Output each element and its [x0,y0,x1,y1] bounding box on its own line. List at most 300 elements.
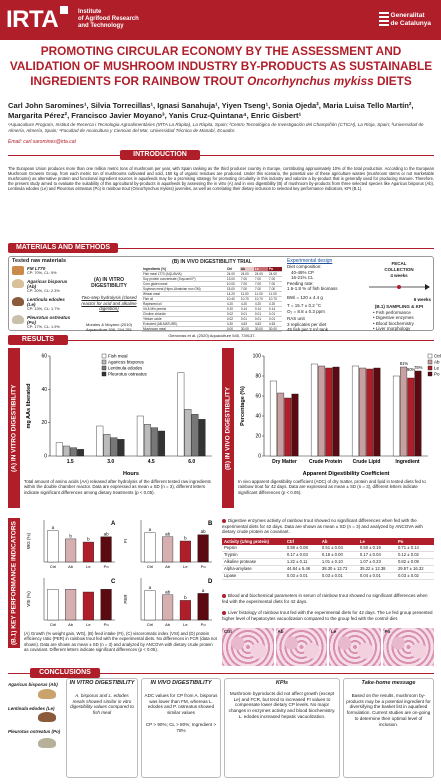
legend-label: Po [434,371,440,377]
diet-table-cell: 0.14 [268,307,282,312]
bar [180,541,191,562]
species-le: Lentinula edodes (Le) [8,705,55,711]
significance-letter: ab [103,531,109,537]
diet-table-cell: 4.20 [226,322,240,327]
in-vivo-chart [236,346,441,478]
y-tick-label: 20 [41,420,47,427]
enzyme-table-cell: 0.03 ± 0.02 [396,572,434,579]
diet-table-cell: 7.00 [240,282,254,287]
x-tick-label: Le [86,622,91,627]
kpi-list [367,310,431,332]
mushroom-le-icon [38,712,56,722]
enzyme-table-cell: 0.50 ± 0.19 [358,545,396,552]
irta-logo-mark-icon [60,6,68,14]
enzyme-table-cell: 0.03 ± 0.01 [285,572,320,579]
enzyme-table-cell: 0.04 ± 0.01 [358,572,396,579]
liver-histology-image [276,628,328,666]
in-vivo-caption: In vivo apparent digestibility coefficient (ADC) of dry matter, protein and lipid in tested diets fed to rainbow trout for 42 days. Data are expressed as mean ± SD (n = 3), different letters indicate significant differences (p < 0.05). [238,479,426,495]
enzyme-table-cell: Alpha-amylase [222,565,285,572]
diet-table-cell: 11.00 [254,292,268,297]
in-vitro-method [79,277,139,332]
diet-table-cell: Fish meal LT70 (AQUAVIA) [142,272,226,277]
diet-table-header-cell: Po [268,267,282,272]
bar [185,409,191,456]
poster-title: PROMOTING CIRCULAR ECONOMY BY THE ASSESSMENT AND VALIDATION OF MUSHROOM INDUSTRY BY-PRODUCTS AS SUSTAINABLE INGREDIENTS FOR RAINBOW TROUT Oncorhynchus mykiss DIETS [9,44,433,88]
legend-label: Le [434,365,440,371]
x-tick-label: Crude Lipid [352,459,381,465]
experimental-design-title: Experimental design [287,258,333,264]
methods-panel [8,256,434,338]
panel-label: C [111,579,116,585]
bullet-icon: • [373,326,376,331]
x-tick-label: Le [183,622,188,627]
generalitat-label: Generalitat de Catalunya [390,12,431,27]
conclusion-in-vivo-title: IN VIVO DIGESTIBILITY [150,680,212,686]
y-tick-label: 20 [255,433,261,440]
bar [199,419,205,456]
blood-section [222,593,434,604]
y-axis-label: Percentage (%) [240,386,246,426]
kpi-charts [22,514,216,630]
diet-table-cell: 7.00 [268,282,282,287]
legend-swatch [428,360,432,364]
kpi-item-label: Fish performance [375,309,411,315]
y-axis-label: WG (%) [26,533,31,549]
legend-swatch [102,360,106,364]
in-vitro-side-label: (A) IN VITRO DIGESTIBILITY [8,348,20,508]
bar [101,537,112,562]
enzyme-table-cell: 0.59 ± 0.08 [285,545,320,552]
significance-letter: ab [165,589,171,595]
x-tick-label: Ab [68,622,74,627]
material-text [27,266,57,276]
liver-histology-image [329,628,381,666]
irta-logo: IRTA [6,6,68,34]
enzyme-table-header-cell: Le [358,538,396,545]
diet-table-cell: 0.01 [254,317,268,322]
legend-label: Fish meal [108,353,128,359]
kpi-title: (B.1) SAMPLING & KPI [374,304,424,309]
affiliations: ¹Aquaculture Program, Institut de Recerca i Tecnologia Agroalimentàries (IRTA La Ràpita), La Ràpita, Spain; ²Centro Tecnológico de Investigación del Champiñón (CTICH), La Rioja, Spain; ³Universidad de Almería, Almería, Spain; ⁴Facultad de Acuicultura y Ciencias del Mar, Universidad Técnica de Manabí, Ecuador. [8,122,424,133]
conclusion-kpi-text: Mushroom byproducts did not affect growth (except Le) and FCR, but tend to increased FI values to compensate lower dietary CP levels. No major changes in enzymes activity and blood biochemistry. L. edodes increased hepatic vacuolization. [228,690,336,719]
bar [48,531,59,563]
bar [318,366,325,456]
bar [145,533,156,562]
oxygen: O₂ = 8.8 ± 0.3 ppm [287,308,325,314]
results-heading: RESULTS [8,335,68,345]
enzyme-table-row [222,558,434,565]
diet-table-cell: Vit & Min premix [142,307,226,312]
diet-table-cell: 10.40 [226,297,240,302]
enzyme-table-cell: 0.51 ± 0.04 [320,545,358,552]
bar [48,589,59,620]
material-text [27,297,72,312]
enzyme-table-cell: 0.03 ± 0.01 [320,572,358,579]
bar [178,373,184,456]
bar [311,364,318,456]
diet-table-cell: 4.20 [268,302,282,307]
bar [367,369,374,456]
timeline-arrow-icon [367,282,431,292]
kpi-caption: (A) Growth (% weight gain, WG), (B) feed intake (FI), (C) visceromatic index (VSI) and (D) protein efficiency ratio (PER) in rainbow trout fed with the experimental diets. No differences in FCR (data not shown). Data are shown as mean ± SD (n = 3) and analyzed by ANCOVA with dietary crude protein as covariant. Different letters indicate significant differences (p < 0.05). [24,631,217,652]
enzyme-table-cell: 1.07 ± 0.23 [358,558,396,565]
material-text [27,315,72,330]
kpi-item-label: Liver morphology [375,326,411,331]
diet-table-cell: 7.00 [240,287,254,292]
significance-letter: a [201,587,205,593]
bar [137,416,143,456]
diet-table-cell: 10.00 [226,282,240,287]
temperature: T = 15.7 ± 0.2 °C [287,303,322,308]
legend-swatch [428,366,432,370]
diet-table-cell: 4.63 [254,322,268,327]
bar [192,414,198,456]
feeding-rate: 1.6-1.8 % of fish biomass [287,286,338,291]
ras-unit: RAS unit [287,316,305,321]
bar [408,378,415,456]
author-list: Carl John Saromines¹, Silvia Torrecillas¹, Ignasi Sanahuja¹, Yiyen Tseng¹, Sonia Ojeda², Maria Luisa Tello Martín², Margarita Pérez², Francisco Javier Moyano³, Yanis Cruz-Quintana⁴, Enric Gisbert¹ [8,101,414,120]
enzyme-table-cell: Alkaline protease [222,558,285,565]
y-tick-label: 0 [258,453,261,460]
enzyme-table-cell: 0.12 ± 0.02 [396,551,434,558]
x-tick-label: Ctrl [146,622,153,627]
conclusion-in-vivo-text: ADC values for CP from A. bisporus was lower than FM, whereas L. edodes and P. ostreatus showed similar values [144,692,218,716]
significance-letter: b [184,535,187,541]
x-tick-label: Po [103,622,109,627]
kpi-side-label: (B.1) KEY PERFORMANCE INDICATORS [8,518,20,648]
liver-histology-image [222,628,274,666]
bar [63,446,69,456]
bar [352,366,359,456]
significance-letter: b [184,594,187,600]
bullet-icon: • [373,320,376,326]
panel-label: D [208,579,213,585]
enzyme-table-row [222,551,434,558]
diet-table-cell: 14.20 [226,292,240,297]
bar [151,428,157,456]
bar [326,368,333,456]
legend-swatch [102,372,106,376]
enzyme-text: Digestive enzymes activity of rainbow trout showed no significant differences when fed with the experimental diets for 42 days. Data are shown as mean ± SD (n = 3) and analyzed by ANCOVA with dietary crude protein as covariant. [222,518,423,534]
liver-image-label: Le [331,629,337,634]
x-tick-label: Le [183,564,188,569]
enzyme-table-cell: Trypsin [222,551,285,558]
diet-table-ref: Glencross et al. (2020) Aquaculture 545, 739137. [168,333,256,338]
enzyme-table-header-cell: Activity (U/mg protein) [222,538,285,545]
enzyme-table-header-cell: Ab [320,538,358,545]
enzyme-table-cell: 0.71 ± 0.14 [396,545,434,552]
diet-table-cell: 7.00 [240,277,254,282]
y-axis-label: VSI (%) [26,591,31,607]
bar [83,592,94,620]
diet-table-cell: 11.00 [268,292,282,297]
bar [158,431,164,456]
diet-table-cell: 0.02 [226,312,240,317]
bullet-icon: • [373,315,376,320]
diet-table-cell: 0.00 [226,327,240,332]
enzyme-table-cell: 0.82 ± 0.09 [396,558,434,565]
diet-table-cell: 0.14 [240,307,254,312]
liver-text: Liver histology of rainbow trout fed with the experimental diets for 42 days. The Le fed group presented higher level of hepatocytes vacuolization compared to the group fed with the control diet. [222,610,433,621]
data-label: 90% [406,367,416,372]
diet-table-cell: Extruded (AB-MATURE) [142,322,226,327]
diet-table-cell: 24.00 [254,272,268,277]
y-axis-label: mg AAs liberated [26,383,32,429]
conclusion-in-vitro-text: A. bisporus and L. edodes meals showed similar in vitro digestibility values compared to fish meal [70,692,134,716]
bar [162,537,173,562]
mushroom-ab-icon [38,689,56,699]
liver-image-label: Po [384,629,391,634]
bar [400,367,407,456]
diet-table-cell: 0.14 [254,307,268,312]
intro-text: The European Union produces more than one million metric tons of mushroom per year, with Spain ranking as the third producer country in Europe, contributing approximately 10% of the total production. According to the European Mushroom Growers Group, from each metric ton of mushrooms cultivated and sold, 150 kg of organic residues are produced. Under this scenario, the potential use of these agriculture wastes (mushroom stems or not marketable mushrooms) as alternative protein and functional ingredient sources in aquafeeds may be a promising strategy for promoting circularity in this industry and valorize a by-product that is generally used for producing manure. Therefore, the present study aimed to evaluate the suitability of this agricultural by-products in aquafeeds by assessing the in vitro (A) and in vivo digestibility (B) of mushroom by-products from three selected species like Agaricus bisporus (Ab), Lentinula edodes (Le) and Pleurotus ostreatus (Po) in rainbow trout (Oncorhynchus mykiss) juveniles, as well as correlating their dietary inclusion to selected key performance indicators, KPI (B.1). [8,166,434,192]
enzyme-table-cell: 0.17 ± 0.03 [285,551,320,558]
liver-histology-image [383,628,435,666]
initial-body-weight: BWi = 120 ± 4.4 g [287,294,323,300]
diet-table-cell: 7.00 [268,287,282,292]
tested-materials-title: Tested raw materials [12,258,67,264]
header-bar [0,0,441,40]
enzyme-table-cell: 1.22 ± 0.11 [285,558,320,565]
intro-heading: INTRODUCTION [120,150,200,160]
diet-table-cell: 24.00 [226,272,240,277]
y-axis-label: PER [123,594,128,604]
contact-email[interactable]: Email: carl.saromines@irta.cat [8,139,76,145]
bullet-icon [222,594,226,598]
bar [333,367,340,456]
x-tick-label: Crude Protein [308,459,343,465]
material-item [12,266,72,276]
irta-subtitle: Institute of Agrifood Research and Technology [78,9,139,29]
bar [65,589,76,620]
bar [270,381,277,456]
x-tick-label: Le [86,564,91,569]
data-label: 78% [414,365,423,370]
legend-swatch [428,354,432,358]
bar [285,398,292,456]
bar [277,393,284,456]
diet-table-cell: 4.63 [268,322,282,327]
bar [70,448,76,456]
material-composition: CP: 20%, CL: 2.3% [27,289,60,294]
mushroom-icon [12,279,24,288]
legend-label: Agaricus bisporus [108,359,144,365]
legend-label: Lentinula edodes [108,365,143,371]
x-tick-label: Po [200,622,206,627]
legend-label: Ab [434,359,440,365]
in-vitro-caption: Total amount of amino acids (AA) released after hydrolysis of the different tested raw ingredients within the double chamber reactor. Data are expressed as mean ± SD (n = 3), different letters indicate significant differences among dietary treatments (p < 0.05). [24,479,211,495]
enzyme-table-header [222,538,434,545]
diet-table-cell: Corn gluten meal [142,282,226,287]
diet-table-cell: Soy protein concentrate (Soycomil P) [142,277,226,282]
x-tick-label: Ingredient [395,459,420,465]
diet-table-cell: 0.02 [226,317,240,322]
enzyme-table-cell: 44.84 ± 5.46 [285,565,320,572]
diet-table-header-cell: Le [254,267,268,272]
in-vitro-method-desc: Two-step hydrolysis (closed reactor for acid and alkaline digestion) [81,295,137,311]
diet-table-cell: 4.63 [240,322,254,327]
y-tick-label: 80 [255,373,261,380]
liver-image-label: Ctrl [224,629,232,634]
significance-letter: a [148,527,152,533]
mushroom-icon [12,315,24,324]
diet-table-cell: Choline chloride [142,312,226,317]
kpi-item-label: Blood biochemistry [375,320,414,326]
enzyme-table-cell: 0.18 ± 0.00 [320,551,358,558]
bar [374,368,381,456]
bar [77,449,83,456]
diet-table-cell: 4.20 [254,302,268,307]
y-tick-label: 60 [41,353,47,360]
x-tick-label: Po [200,564,206,569]
diet-table-header-cell: Ab [240,267,254,272]
x-tick-label: 6.0 [188,459,196,465]
diet-comp-title: Diet composition: [287,264,322,269]
conclusion-in-vitro [66,678,138,778]
significance-letter: ab [165,531,171,537]
timeline [367,261,431,332]
y-tick-label: 0 [44,453,47,460]
take-home-message [343,678,434,778]
x-tick-label: Ctrl [146,564,153,569]
x-tick-label: 4.5 [147,459,155,465]
panel-label: A [111,521,116,527]
fish-per-tank: 45 fish per 2 m³ tank [287,327,329,332]
significance-letter: a [51,525,55,530]
diet-comp-cp: 40-48% CP [291,269,315,275]
y-tick-label: 40 [255,413,261,420]
bar [393,376,400,456]
generalitat-logo-icon [379,12,389,26]
in-vivo-side-label: (B) IN VIVO DIGESTIBILITY [222,348,234,508]
material-name: FM LT70 [27,266,46,271]
x-tick-label: 3.0 [107,459,115,465]
weeks-6-label: 6 weeks [413,296,431,302]
bar [83,542,94,562]
significance-letter: b [87,536,90,542]
bar [65,539,76,562]
bar [180,600,191,620]
x-tick-label: Po [103,564,109,569]
take-home-title: Take-home message [361,680,416,686]
diet-table-cell: 0.01 [254,312,268,317]
material-name: Pleurotus ostreatus (Po) [27,314,71,325]
x-tick-label: Ab [68,564,74,569]
conclusions-heading: CONCLUSIONS [30,668,100,678]
x-tick-label: Dry Matter [272,459,297,465]
material-item [12,297,72,312]
x-axis-label: Hours [123,471,139,477]
methods-heading: MATERIALS AND METHODS [8,243,118,253]
diet-table-cell: Fish oil [142,297,226,302]
material-item [12,279,72,294]
bullet-icon [222,519,226,523]
enzyme-table-row [222,565,434,572]
significance-letter: b [69,533,72,539]
species-po: Pleurotus ostreatus (Po) [8,729,61,734]
diet-table-cell: 4.20 [240,302,254,307]
conclusion-in-vivo-extra: CP > 90%; CL > 80%; Ingredient > 78% [145,721,217,733]
in-vitro-chart [22,346,218,478]
conclusion-species [8,680,64,780]
diet-table-cell: 30.00 [268,327,282,332]
conclusion-kpi-title: KPIs [275,680,289,686]
fishmeal-icon [12,266,24,275]
legend-swatch [428,372,432,376]
enzyme-table-cell: 38.30 ± 13.72 [320,565,358,572]
diet-table-cell: 0.20 [226,307,240,312]
diet-table-cell: Soybean meal (Hipro,Ukrainian non GM) [142,287,226,292]
significance-letter: ab [200,529,206,535]
diet-table-cell: 24.00 [240,272,254,277]
enzyme-table-cell: 1.01 ± 0.10 [320,558,358,565]
fecal-label-1: FECAL [391,261,407,266]
bar [144,424,150,456]
diet-table-cell: 4.20 [226,302,240,307]
weeks-4-label: 4 weeks [390,273,408,278]
take-home-text: Based on the results, mushroom by-products may be a potential ingredient for diversifying the basket list in aquafeed formulation. Current studies are on-going to determine their optimal level of inclusion. [346,692,431,727]
bar [97,426,103,456]
significance-letter: a [148,585,152,591]
x-tick-label: Ab [165,564,171,569]
x-tick-label: Ctrl [49,564,56,569]
x-axis-label: Apparent Digestibility Coefficient [302,471,390,477]
diet-table-cell: 10.70 [268,297,282,302]
in-vitro-method-title: (A) IN VITRO DIGESTIBILITY [91,277,127,289]
diet-table-cell: 24.00 [268,272,282,277]
diet-table-cell: 30.00 [240,327,254,332]
y-tick-label: 40 [41,386,47,393]
bar [359,368,366,456]
panel-label: B [208,521,213,527]
diet-table-cell: 10.70 [240,297,254,302]
feeding-rate-title: Feeding rate: [287,280,314,286]
kpi-item [373,326,431,332]
legend-swatch [102,354,106,358]
bar [415,371,422,456]
enzyme-table-cell: Lipase [222,572,285,579]
results-divider [8,340,434,341]
enzyme-table-cell: 29.57 ± 16.32 [396,565,434,572]
bar [111,438,117,456]
legend-label: Ctrl [434,353,441,359]
bar [101,589,112,620]
enzyme-table-cell: 35.22 ± 12.38 [358,565,396,572]
enzyme-table-header-cell: Po [396,538,434,545]
diet-table-row [142,327,282,332]
y-tick-label: 100 [252,353,261,360]
material-composition: CP: 70%, CL: 9% [27,271,57,276]
material-composition: CP: 17%, CL: 1.9% [27,325,60,330]
blood-text: Blood and biochemical parameters in serum of rainbow trout showed no significant differences when fed with the experimental diets for 42 days. [222,593,428,604]
diet-table-cell: 7.00 [254,287,268,292]
mushroom-po-icon [38,738,56,748]
materials-list [12,266,72,333]
material-name: Agaricus bisporus (Ab) [27,278,68,289]
liver-image-label: Ab [277,629,284,634]
diet-table-cell: Wheat meal [142,292,226,297]
species-ab: Agaricus bisporus (Ab) [8,682,58,687]
y-axis-label: FI [123,539,128,543]
enzyme-table-header-cell: Ctrl [285,538,320,545]
x-tick-label: 1.5 [66,459,74,465]
y-tick-label: 60 [255,393,261,400]
in-vitro-ref: Morales & Moyano (2010) Aquaculture 306, 244-251 [85,321,133,332]
diet-table-cell: 7.00 [254,282,268,287]
enzyme-table-cell: 0.17 ± 0.04 [358,551,396,558]
diet-table-cell: Yttrium oxide [142,317,226,322]
conclusion-kpis [224,678,340,778]
